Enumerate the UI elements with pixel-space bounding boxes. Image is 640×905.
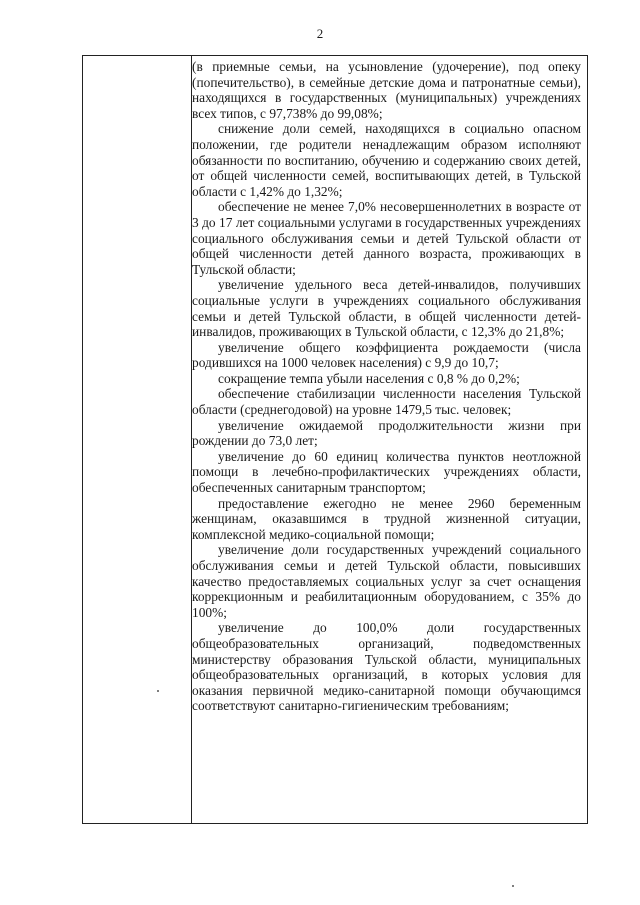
paragraph: увеличение общего коэффициента рождаемости (числа родившихся на 1000 человек населения) с 9,9 до 10,7; — [192, 339, 581, 371]
paragraph: снижение доли семей, находящихся в социально опасном положении, где родители ненадлежащим образом исполняют обязанности по воспитанию, обучению и содержанию своих детей, от общей численности семей, воспитывающих детей, в Тульской области с 1,42% до 1,32%; — [192, 121, 581, 199]
paragraph: обеспечение стабилизации численности населения Тульской области (среднегодовой) на уровне 1479,5 тыс. человек; — [192, 386, 581, 418]
paragraph: предоставление ежегодно не менее 2960 беременным женщинам, оказавшимся в трудной жизненной ситуации, комплексной медико-социальной помощи; — [192, 495, 581, 542]
paragraph: обеспечение не менее 7,0% несовершеннолетних в возрасте от 3 до 17 лет социальными услугами в государственных учреждениях социального обслуживания семьи и детей Тульской области от общей численности детей данного возраста, проживающих в Тульской области; — [192, 199, 581, 277]
paragraph: увеличение удельного веса детей-инвалидов, получивших социальные услуги в учреждениях социального обслуживания семьи и детей Тульской области, в общей численности детей-инвалидов, проживающих в Тульской области, с 12,3% до 21,8%; — [192, 277, 581, 340]
paragraph: (в приемные семьи, на усыновление (удочерение), под опеку (попечительство), в семейные детские дома и патронатные семьи), находящихся в государственных (муниципальных) учреждениях всех типов, с 97,738% до 99,08%; — [192, 59, 581, 121]
content-table — [82, 55, 588, 824]
table-left-column — [83, 56, 192, 823]
paragraph: увеличение доли государственных учреждений социального обслуживания семьи и детей Тульской области, повысивших качество предоставляемых социальных услуг за счет оснащения коррекционным и реабилитационным оборудованием, с 35% до 100%; — [192, 542, 581, 620]
paragraph: увеличение ожидаемой продолжительности жизни при рождении до 73,0 лет; — [192, 417, 581, 449]
table-right-column — [192, 59, 581, 823]
scan-speck — [512, 885, 514, 887]
paragraph: сокращение темпа убыли населения с 0,8 % до 0,2%; — [218, 370, 520, 386]
paragraph: увеличение до 60 единиц количества пунктов неотложной помощи в лечебно-профилактических учреждениях области, обеспеченных санитарным транспортом; — [192, 448, 581, 496]
page-number: 2 — [316, 26, 324, 41]
scan-speck — [157, 690, 159, 692]
paragraph: увеличение до 100,0% доли государственных общеобразовательных организаций, подведомственных министерству образования Тульской области, муниципальных общеобразовательных организаций, в которых условия для оказания первичной медико-санитарной помощи обучающимся соответствуют санитарно-гигиеническим требованиям; — [192, 620, 581, 714]
